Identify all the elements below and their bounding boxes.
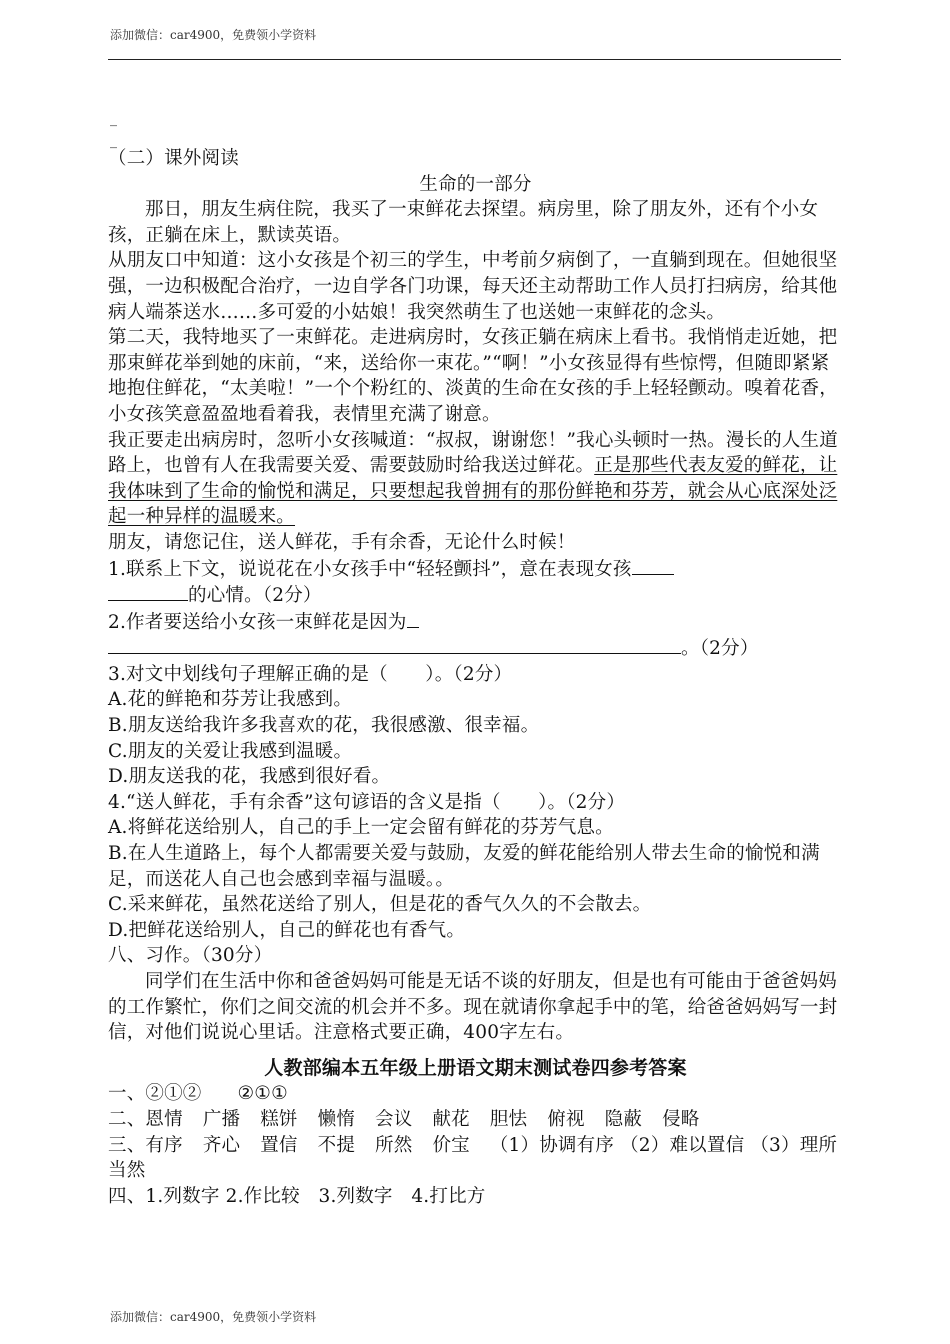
question-2-continued bbox=[108, 635, 843, 662]
document-body bbox=[108, 146, 843, 1209]
answer-blank bbox=[108, 635, 681, 654]
answer-item: ②①① bbox=[237, 1083, 288, 1105]
story-title: 生命的一部分 bbox=[419, 173, 532, 195]
writing-prompt: 同学们在生活中你和爸爸妈妈可能是无话不谈的好朋友，但是也有可能由于爸爸妈妈的工作繁忙，你们之间交流的机会并不多。现在就请你拿起手中的笔，给爸爸妈妈写一封信，对他们说说心里话。注意格式要正确，400字左右。 bbox=[108, 971, 838, 1044]
option: D.把鲜花送给别人，自己的鲜花也有香气。 bbox=[108, 919, 466, 941]
answer-blank bbox=[407, 609, 419, 628]
story-paragraph: 那日，朋友生病住院，我买了一束鲜花去探望。病房里，除了朋友外，还有个小女孩，正躺在床上，默读英语。 bbox=[108, 199, 819, 246]
answer-item: （1）协调有序 （2）难以置信 （3）理所当然 bbox=[108, 1134, 838, 1182]
answer-label: 三、 bbox=[108, 1134, 146, 1156]
answer-row-2 bbox=[108, 1107, 843, 1133]
question-text: 的心情。（2分） bbox=[188, 585, 322, 607]
question-4: 4.“送人鲜花，手有余香”这句谚语的含义是指（ ）。（2分） bbox=[108, 791, 626, 813]
header-watermark-note: 添加微信：car4900，免费领小学资料 bbox=[110, 28, 317, 42]
option: B.朋友送给我许多我喜欢的花，我很感激、很幸福。 bbox=[108, 715, 540, 737]
writing-heading: 八、习作。（30分） bbox=[108, 945, 273, 967]
option: A.花的鲜艳和芬芳让我感到。 bbox=[108, 689, 353, 711]
answer-row-4: 四、1.列数字 2.作比较 3.列数字 4.打比方 bbox=[108, 1185, 486, 1207]
answer-word: 价宝 bbox=[432, 1134, 470, 1156]
option: A.将鲜花送给别人，自己的手上一定会留有鲜花的芬芳气息。 bbox=[108, 817, 614, 839]
answer-word: 隐蔽 bbox=[604, 1108, 643, 1130]
header-divider bbox=[108, 59, 841, 60]
question-3: 3.对文中划线句子理解正确的是（ ）。（2分） bbox=[108, 663, 513, 685]
option: C.朋友的关爱让我感到温暖。 bbox=[108, 740, 353, 762]
question-text: 2.作者要送给小女孩一束鲜花是因为 bbox=[108, 611, 407, 633]
option: C.采来鲜花，虽然花送给了别人，但是花的香气久久的不会散去。 bbox=[108, 894, 652, 916]
answer-key-title: 人教部编本五年级上册语文期末测试卷四参考答案 bbox=[264, 1056, 687, 1079]
answer-word: 会议 bbox=[375, 1108, 413, 1130]
answer-blank bbox=[108, 582, 188, 601]
answer-word: 糕饼 bbox=[260, 1108, 298, 1130]
question-text: 1.联系上下文，说说花在小女孩手中“轻轻颤抖”，意在表现女孩 bbox=[108, 558, 632, 580]
footer-watermark-note: 添加微信：car4900，免费领小学资料 bbox=[110, 1310, 317, 1324]
answer-word: 置信 bbox=[260, 1134, 298, 1156]
option: B.在人生道路上，每个人都需要关爱与鼓励，友爱的鲜花能给别人带去生命的愉悦和满足，而送花人自己也会感到幸福与温暖。。 bbox=[108, 843, 820, 890]
story-paragraph: 第二天，我特地买了一束鲜花。走进病房时，女孩正躺在病床上看书。我悄悄走近她，把那束鲜花举到她的床前，“来，送给你一束花。”“啊！”小女孩显得有些惊愕，但随即紧紧地抱住鲜花，“太美啦！”一个个粉红的、淡黄的生命在女孩的手上轻轻颤动。嗅着花香，小女孩笑意盈盈地看着我，表情里充满了谢意。 bbox=[108, 327, 838, 425]
answer-word: 有序 bbox=[145, 1134, 183, 1156]
answer-label: 一、 bbox=[108, 1083, 146, 1105]
answer-word: 广播 bbox=[202, 1108, 241, 1130]
answer-word: 胆怯 bbox=[489, 1108, 528, 1130]
underlined-sentence: 正是那些代表友爱的鲜花，让我体味到了生命的愉悦和满足，只要想起我曾拥有的那份鲜艳和芬芳，就会从心底深处泛起一种异样的温暖来。 bbox=[108, 455, 838, 528]
answer-row-1 bbox=[108, 1081, 843, 1107]
answer-word: 懒惰 bbox=[317, 1108, 356, 1130]
story-paragraph: 朋友，请您记住，送人鲜花，手有余香，无论什么时候！ bbox=[108, 531, 576, 553]
answer-item: ②①② bbox=[145, 1083, 202, 1105]
answer-label: 二、 bbox=[108, 1108, 146, 1130]
answer-word: 献花 bbox=[432, 1108, 470, 1130]
question-1 bbox=[108, 556, 843, 583]
story-paragraph: 从朋友口中知道：这小女孩是个初三的学生，中考前夕病倒了，一直躺到现在。但她很坚强，一边积极配合治疗，一边自学各门功课，每天还主动帮助工作人员打扫病房，给其他病人端茶送水……多可爱的小姑娘！我突然萌生了也送她一束鲜花的念头。 bbox=[108, 250, 838, 323]
answer-word: 侵略 bbox=[662, 1108, 700, 1130]
question-1-continued bbox=[108, 582, 843, 609]
answer-blank bbox=[632, 556, 674, 575]
answer-word: 齐心 bbox=[202, 1134, 241, 1156]
answer-word: 俯视 bbox=[547, 1108, 585, 1130]
section-label: （二）课外阅读 bbox=[108, 148, 239, 169]
answer-word: 所然 bbox=[375, 1134, 413, 1156]
story-paragraph bbox=[108, 428, 843, 530]
option: D.朋友送我的花，我感到很好看。 bbox=[108, 766, 391, 788]
answer-word: 不提 bbox=[317, 1134, 356, 1156]
stray-mark: _ bbox=[110, 133, 117, 149]
answer-row-3 bbox=[108, 1133, 843, 1184]
story-text: 我正要走出病房时，忽听小女孩喊道：“叔叔，谢谢您！”我心头顿时一热。漫长的人生道路上，也曾有人在我需要关爱、需要鼓励时给我送过鲜花。 bbox=[108, 429, 838, 477]
stray-mark: _ bbox=[110, 111, 117, 127]
question-text: 。（2分） bbox=[681, 638, 759, 660]
question-2 bbox=[108, 609, 843, 636]
answer-word: 恩情 bbox=[145, 1108, 183, 1130]
